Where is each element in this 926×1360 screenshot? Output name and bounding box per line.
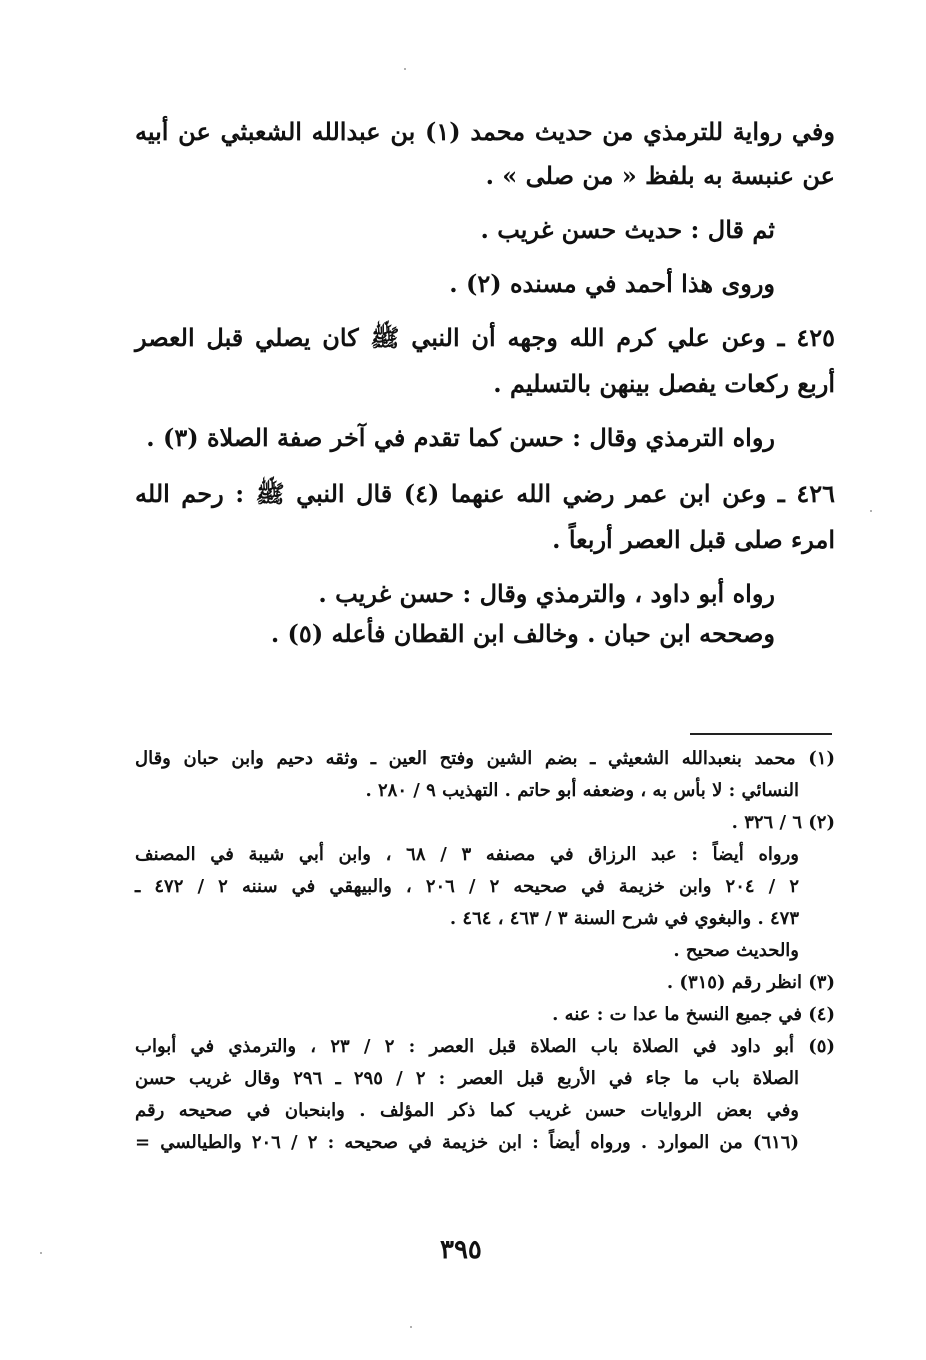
footnote-line: الصلاة باب ما جاء في الأربع قبل العصر : ٢ / ٢٩٥ ـ ٢٩٦ وقال غريب حسن	[135, 1068, 800, 1089]
footnote-separator	[690, 733, 832, 735]
footnote-line: والحديث صحيح .	[673, 940, 799, 961]
scan-speck	[410, 1326, 412, 1328]
page-number: ٣٩٥	[440, 1235, 482, 1265]
footnote-line: ٤٧٣ . والبغوي في شرح السنة ٣ / ٤٦٣ ، ٤٦٤ .	[449, 908, 799, 929]
text-line: وروى هذا أحمد في مسنده (٢) .	[449, 269, 775, 298]
text-line: رواه الترمذي وقال : حسن كما تقدم في آخر صفة الصلاة (٣) .	[146, 423, 775, 452]
footnote-line: (٣) انظر رقم (٣١٥) .	[666, 972, 835, 993]
footnote-line: (٦١٦) من الموارد . ورواه أيضاً : ابن خزيمة في صحيحه : ٢ / ٢٠٦ والطيالسي =	[135, 1132, 799, 1153]
text-line: امرء صلى قبل العصر أربعاً .	[552, 525, 835, 554]
text-line: رواه أبو داود ، والترمذي وقال : حسن غريب .	[318, 579, 775, 608]
footnote-line: ٢ / ٢٠٤ وابن خزيمة في صحيحه ٢ / ٢٠٦ ، والبيهقي في سننه ٢ / ٤٧٢ ـ	[135, 876, 799, 897]
footnote-line: ورواه أيضاً : عبد الرزاق في مصنفه ٣ / ٦٨ ، وابن أبي شيبة في المصنف	[135, 844, 799, 865]
scan-speck	[870, 510, 872, 512]
text-line: ٤٢٥ ـ وعن علي كرم الله وجهه أن النبي ﷺ كان يصلي قبل العصر	[135, 323, 835, 352]
footnote-line: (٤) في جميع النسخ ما عدا ت : عنه .	[552, 1004, 835, 1025]
footnote-line: (٥) أبو داود في الصلاة باب الصلاة قبل العصر : ٢ / ٢٣ ، والترمذي في أبواب	[135, 1036, 835, 1057]
text-line: عن عنبسة به بلفظ « من صلى » .	[485, 161, 835, 190]
text-line: ٤٢٦ ـ وعن ابن عمر رضي الله عنهما (٤) قال النبي ﷺ : رحم الله	[135, 479, 835, 508]
scan-speck	[40, 1252, 42, 1254]
footnote-line: (٢) ٦ / ٣٢٦ .	[731, 812, 835, 833]
text-line: وصححه ابن حبان . وخالف ابن القطان فأعله (٥) .	[270, 619, 775, 648]
scan-speck	[404, 68, 406, 70]
text-line: أربع ركعات يفصل بينهن بالتسليم .	[493, 369, 835, 398]
text-line: ثم قال : حديث حسن غريب .	[480, 215, 775, 244]
footnote-line: النسائي : لا بأس به ، وضعفه أبو حاتم . التهذيب ٩ / ٢٨٠ .	[365, 780, 799, 801]
footnote-line: (١) محمد بنعبدالله الشعيثي ـ بضم الشين وفتح العين ـ وثقه دحيم وابن حبان وقال	[135, 748, 835, 769]
text-line: وفي رواية للترمذي من حديث محمد (١) بن عبدالله الشعبثي عن أبيه	[135, 117, 835, 146]
footnote-line: وفي بعض الروايات حسن غريب كما ذكر المؤلف . وابنحبان في صحيحه رقم	[135, 1100, 799, 1121]
